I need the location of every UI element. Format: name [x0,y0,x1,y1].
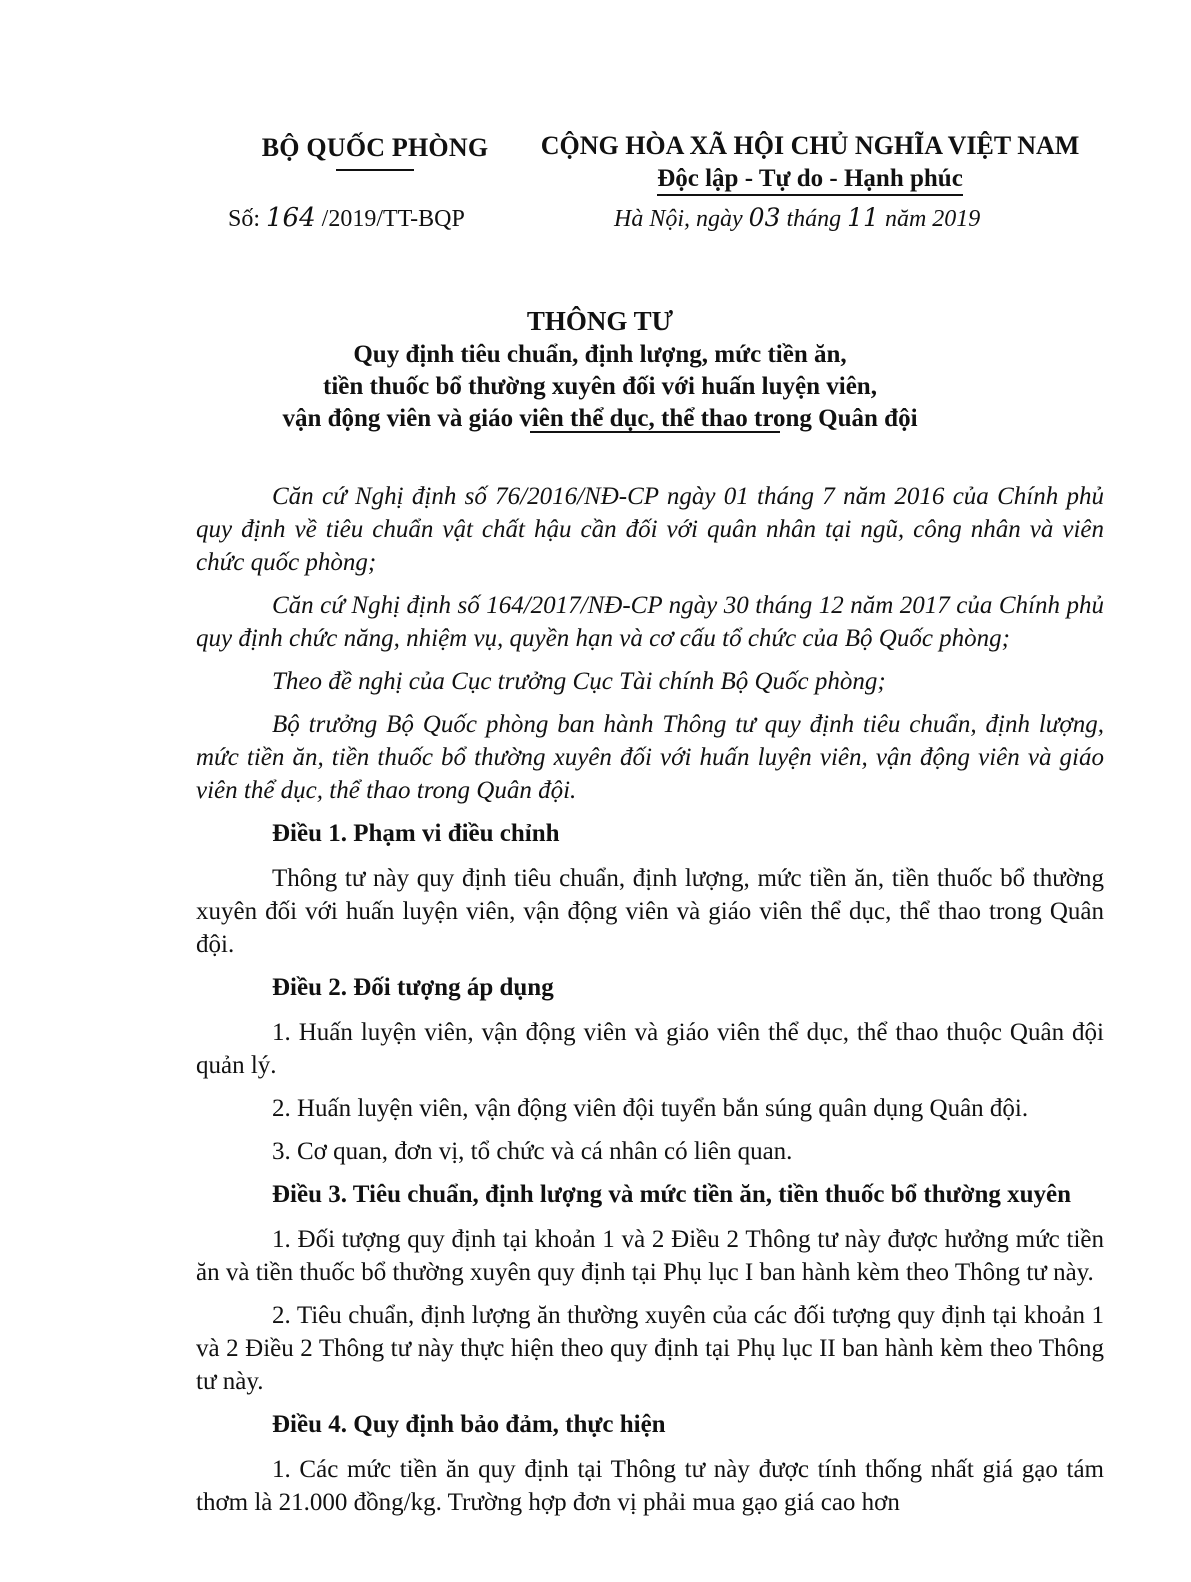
date-part-3: năm 2019 [884,206,981,232]
article-heading: Điều 1. Phạm vi điều chỉnh [272,820,560,847]
article-heading: Điều 3. Tiêu chuẩn, định lượng và mức tiền ăn, tiền thuốc bổ thường xuyên [272,1181,1072,1208]
preamble-paragraph: Theo đề nghị của Cục trưởng Cục Tài chính Bộ Quốc phòng; [272,668,886,695]
preamble-paragraph: Căn cứ Nghị định số 76/2016/NĐ-CP ngày 01 tháng 7 năm 2016 của Chính phủ quy định về tiêu chuẩn vật chất hậu cần đối với quân nhân tại ngũ, công nhân và viên chức quốc phòng; [196,483,1104,576]
issuing-agency-block [210,133,540,171]
date-part-1: Hà Nội, ngày [614,206,743,232]
article-paragraph: 1. Huấn luyện viên, vận động viên và giáo viên thể dục, thể thao thuộc Quân đội quản lý. [196,1019,1104,1079]
title-underline [530,431,780,433]
agency-underline [336,169,414,171]
article-paragraph: 1. Các mức tiền ăn quy định tại Thông tư này được tính thống nhất giá gạo tám thơm là 21.000 đồng/kg. Trường hợp đơn vị phải mua gạo giá cao hơn [196,1456,1104,1516]
document-title [150,303,1050,437]
date-month-handwritten: 11 [847,203,879,232]
document-body [196,480,1104,1529]
doc-number-suffix: /2019/TT-BQP [321,206,465,232]
article-heading: Điều 4. Quy định bảo đảm, thực hiện [272,1411,666,1438]
title-line-2: tiền thuốc bổ thường xuyên đối với huấn luyện viên, [323,373,877,400]
article-paragraph: 1. Đối tượng quy định tại khoản 1 và 2 Điều 2 Thông tư này được hưởng mức tiền ăn và tiền thuốc bổ thường xuyên quy định tại Phụ lục I ban hành kèm theo Thông tư này. [196,1226,1104,1286]
doc-number-prefix: Số: [228,206,261,232]
preamble-paragraph: Bộ trưởng Bộ Quốc phòng ban hành Thông tư quy định tiêu chuẩn, định lượng, mức tiền ăn, tiền thuốc bổ thường xuyên đối với huấn luyện viên, vận động viên và giáo viên thể dục, thể thao trong Quân đội. [196,711,1104,804]
preamble-paragraph: Căn cứ Nghị định số 164/2017/NĐ-CP ngày 30 tháng 12 năm 2017 của Chính phủ quy định chức năng, nhiệm vụ, quyền hạn và cơ cấu tổ chức của Bộ Quốc phòng; [196,592,1104,652]
doc-number-handwritten: 164 [266,203,316,233]
article-paragraph: 3. Cơ quan, đơn vị, tổ chức và cá nhân có liên quan. [272,1138,793,1165]
article-paragraph: 2. Huấn luyện viên, vận động viên đội tuyển bắn súng quân dụng Quân đội. [272,1095,1029,1122]
article-paragraph: 2. Tiêu chuẩn, định lượng ăn thường xuyên của các đối tượng quy định tại khoản 1 và 2 Điều 2 Thông tư này thực hiện theo quy định tại Phụ lục II ban hành kèm theo Thông tư này. [196,1302,1104,1395]
title-line-3: vận động viên và giáo viên thể dục, thể thao trong Quân đội [282,405,918,432]
issuing-agency: BỘ QUỐC PHÒNG [261,133,489,162]
title-line-1: Quy định tiêu chuẩn, định lượng, mức tiền ăn, [353,341,847,368]
title-main: THÔNG TƯ [526,306,674,336]
national-title: CỘNG HÒA XÃ HỘI CHỦ NGHĨA VIỆT NAM [540,131,1080,160]
date-part-2: tháng [786,206,842,232]
article-paragraph: Thông tư này quy định tiêu chuẩn, định lượng, mức tiền ăn, tiền thuốc bổ thường xuyên đối với huấn luyện viên, vận động viên và giáo viên thể dục, thể thao trong Quân đội. [196,865,1104,958]
article-heading: Điều 2. Đối tượng áp dụng [272,974,554,1001]
date-day-handwritten: 03 [748,203,781,232]
document-date [614,203,980,233]
national-motto: Độc lập - Tự do - Hạnh phúc [657,165,963,196]
document-number [228,203,465,233]
national-header [530,131,1090,196]
